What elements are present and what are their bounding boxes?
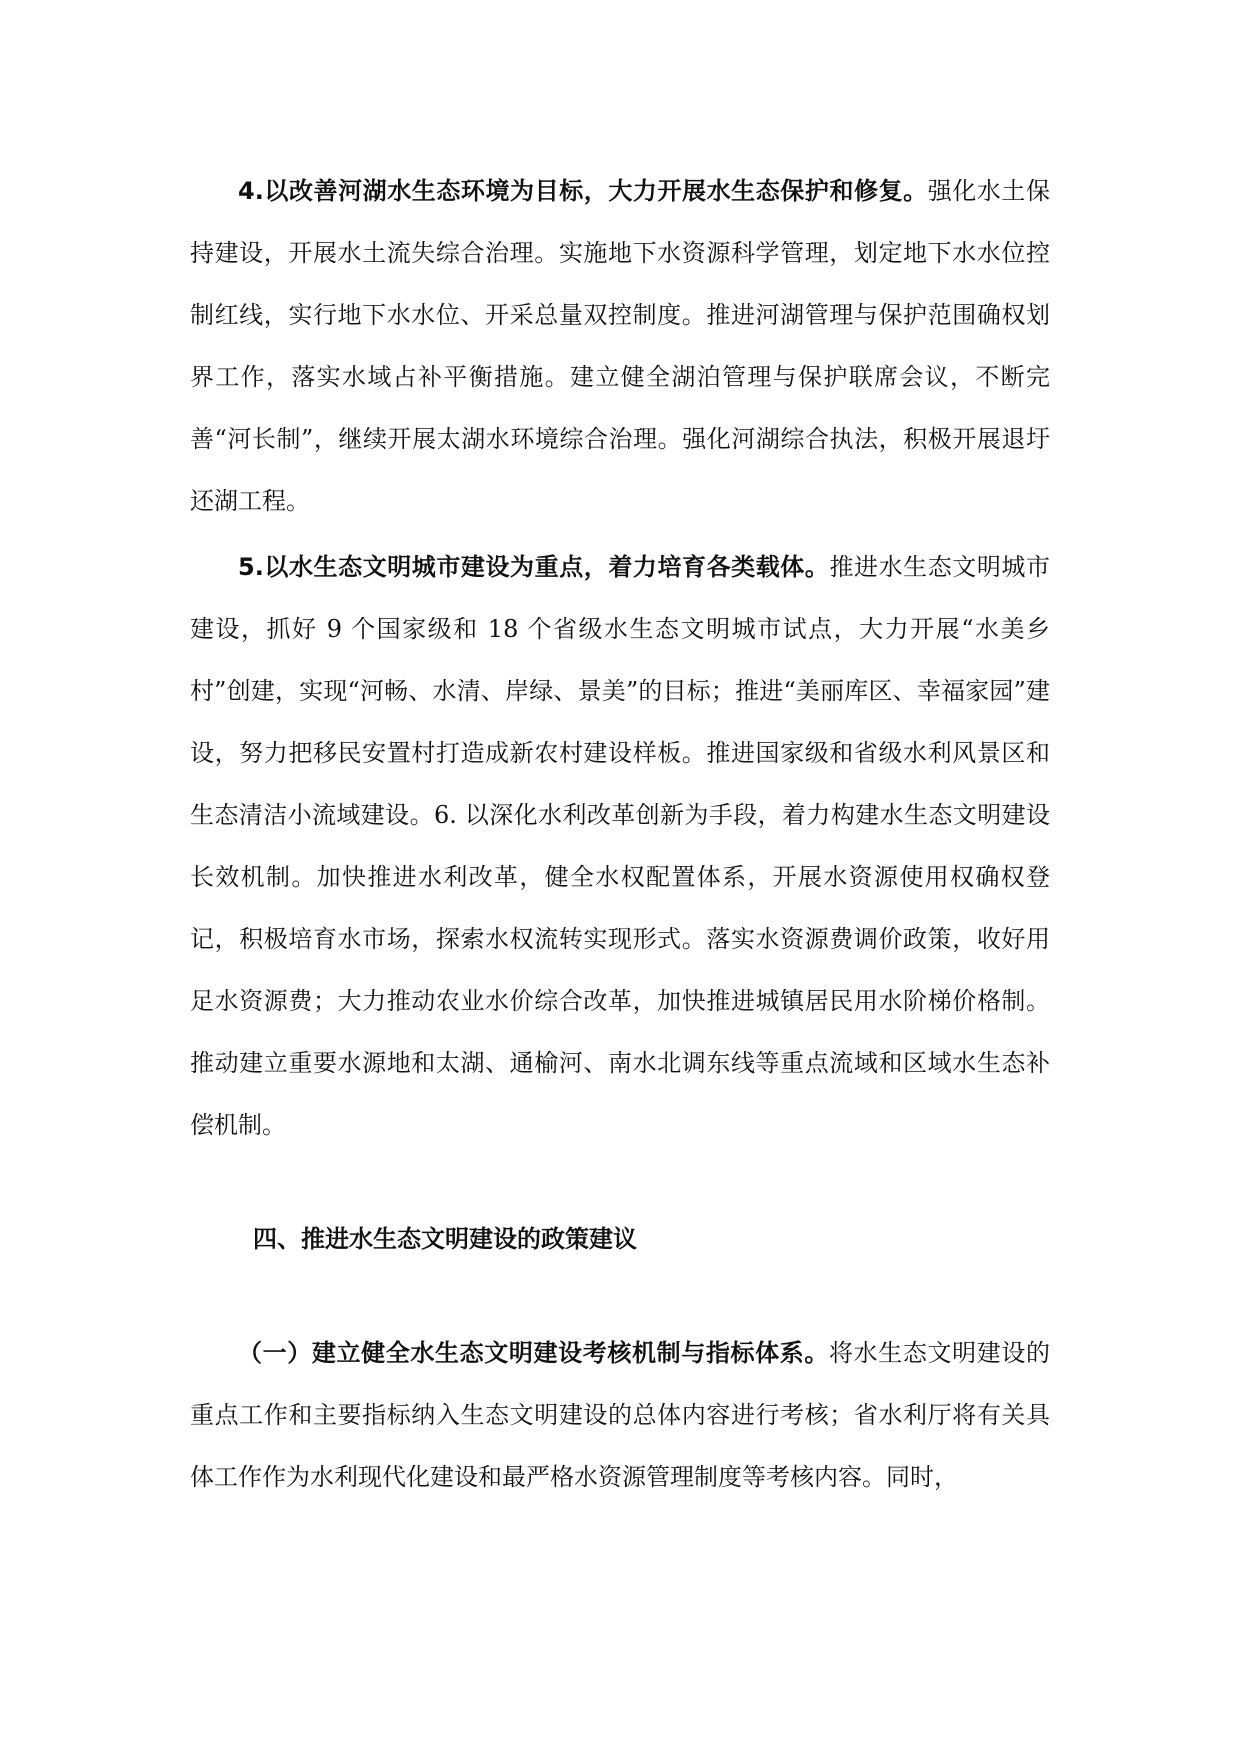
paragraph-eco-city-construction	[190, 536, 1050, 1156]
paragraph-body: 将水生态文明建设的重点工作和主要指标纳入生态文明建设的总体内容进行考核；省水利厅将有关具体工作作为水利现代化建设和最严格水资源管理制度等考核内容。同时，	[190, 1339, 1050, 1491]
paragraph-body: 强化水土保持建设，开展水土流失综合治理。实施地下水资源科学管理，划定地下水水位控制红线，实行地下水水位、开采总量双控制度。推进河湖管理与保护范围确权划界工作，落实水域占补平衡措施。建立健全湖泊管理与保护联席会议，不断完善“河长制”，继续开展太湖水环境综合治理。强化河湖综合执法，积极开展退圩还湖工程。	[190, 177, 1050, 515]
paragraph-river-lake-ecology	[190, 160, 1050, 532]
section-heading: 四、推进水生态文明建设的政策建议	[253, 1225, 637, 1253]
paragraph-lead: 5.以水生态文明城市建设为重点，着力培育各类载体。	[238, 553, 830, 581]
paragraph-assessment-mechanism	[190, 1322, 1050, 1508]
paragraph-lead: （一）建立健全水生态文明建设考核机制与指标体系。	[238, 1339, 829, 1367]
paragraph-lead: 4.以改善河湖水生态环境为目标，大力开展水生态保护和修复。	[238, 177, 928, 205]
document-page	[190, 160, 1050, 1508]
paragraph-body: 推进水生态文明城市建设，抓好 9 个国家级和 18 个省级水生态文明城市试点，大力开展“水美乡村”创建，实现“河畅、水清、岸绿、景美”的目标；推进“美丽库区、幸福家园”建设，努力把移民安置村打造成新农村建设样板。推进国家级和省级水利风景区和生态清洁小流域建设。6. 以深化水利改革创新为手段，着力构建水生态文明建设长效机制。加快推进水利改革，健全水权配置体系，开展水资源使用权确权登记，积极培育水市场，探索水权流转实现形式。落实水资源费调价政策，收好用足水资源费；大力推动农业水价综合改革，加快推进城镇居民用水阶梯价格制。推动建立重要水源地和太湖、通榆河、南水北调东线等重点流域和区域水生态补偿机制。	[190, 553, 1050, 1139]
